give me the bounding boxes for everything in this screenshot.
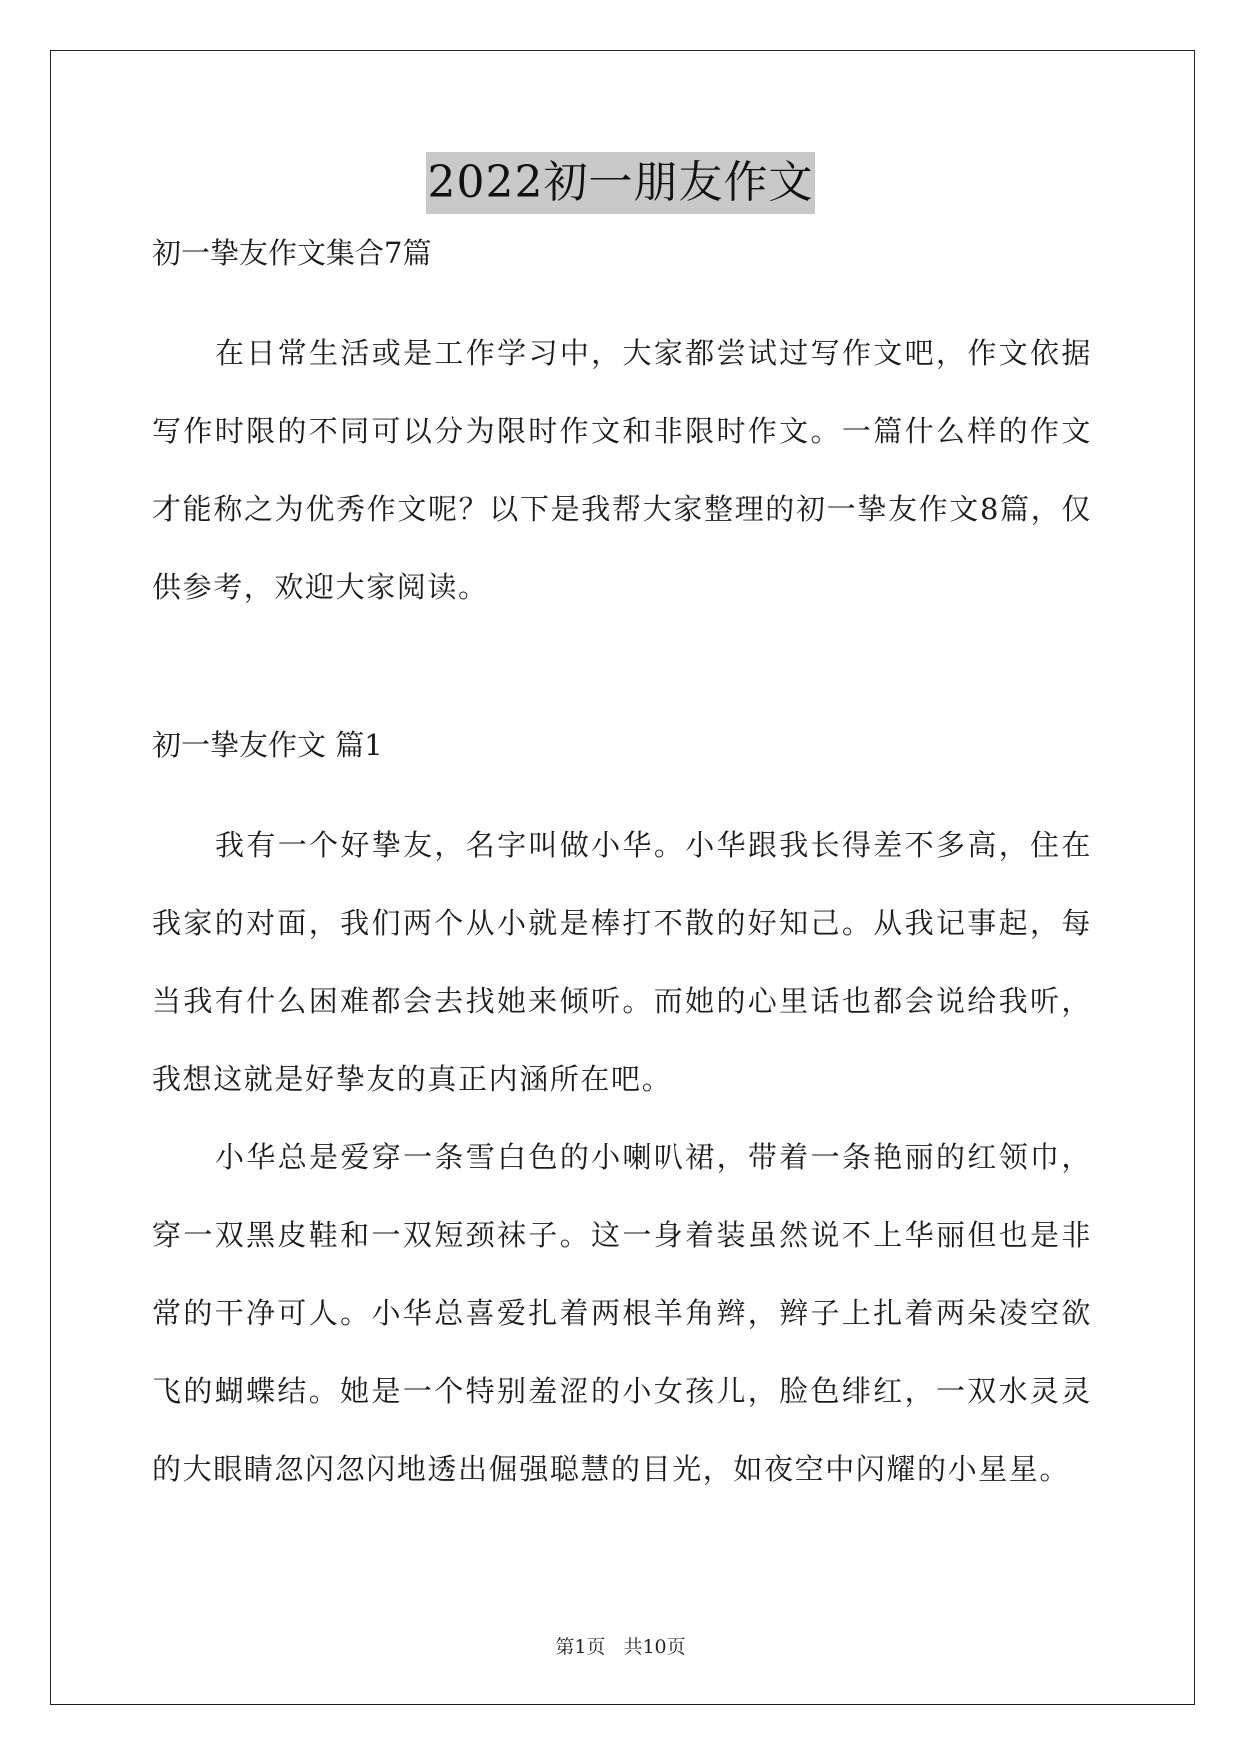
document-title: 2022初一朋友作文 xyxy=(426,152,816,214)
page-footer xyxy=(0,1632,1241,1659)
collection-subtitle: 初一挚友作文集合7篇 xyxy=(152,236,432,270)
page-total: 共10页 xyxy=(623,1636,686,1658)
section-heading: 初一挚友作文 篇1 xyxy=(152,728,383,762)
page-number: 第1页 xyxy=(555,1636,606,1658)
body-paragraph: 小华总是爱穿一条雪白色的小喇叭裙，带着一条艳丽的红领巾，穿一双黑皮鞋和一双短颈袜子。这一身着装虽然说不上华丽但也是非常的干净可人。小华总喜爱扎着两根羊角辫，辫子上扎着两朵凌空欲飞的蝴蝶结。她是一个特别羞涩的小女孩儿，脸色绯红，一双水灵灵的大眼睛忽闪忽闪地透出倔强聪慧的目光，如夜空中闪耀的小星星。 xyxy=(152,1140,1092,1486)
body-paragraph: 我有一个好挚友，名字叫做小华。小华跟我长得差不多高，住在我家的对面，我们两个从小就是棒打不散的好知己。从我记事起，每当我有什么困难都会去找她来倾听。而她的心里话也都会说给我听，我想这就是好挚友的真正内涵所在吧。 xyxy=(152,828,1092,1096)
title-container xyxy=(0,152,1241,214)
document-body xyxy=(152,230,1092,1508)
intro-paragraph: 在日常生活或是工作学习中，大家都尝试过写作文吧，作文依据写作时限的不同可以分为限时作文和非限时作文。一篇什么样的作文才能称之为优秀作文呢？以下是我帮大家整理的初一挚友作文8篇，仅供参考，欢迎大家阅读。 xyxy=(152,336,1092,604)
